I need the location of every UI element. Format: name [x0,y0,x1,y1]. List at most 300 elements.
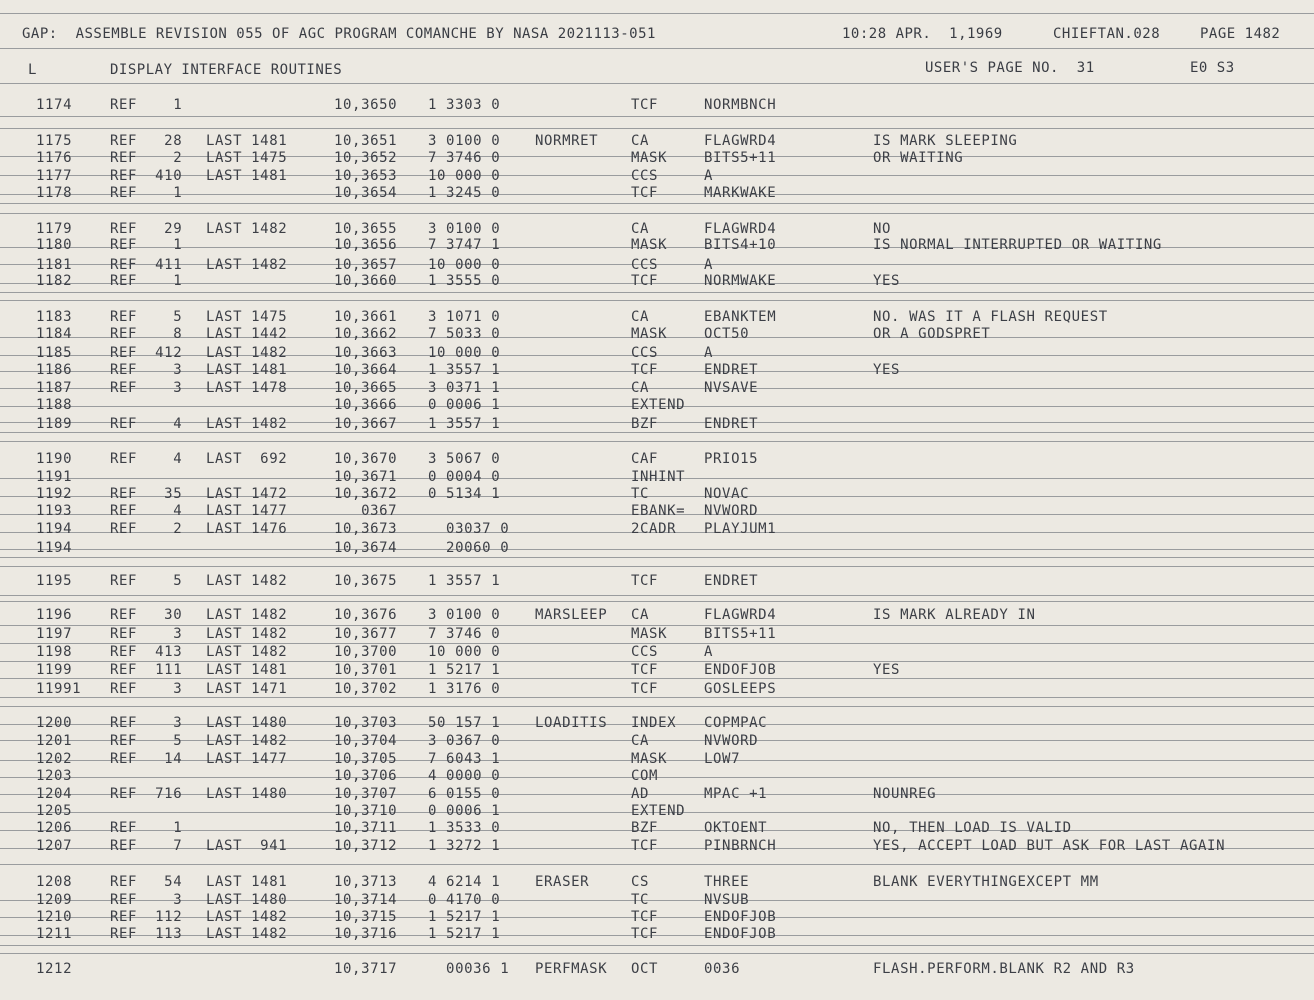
listing-addr: 10,3705 [334,751,398,767]
listing-last: LAST 1481 [206,874,288,890]
listing-last: LAST 1472 [206,486,288,502]
listing-last: LAST 1482 [206,221,288,237]
listing-comment: YES [873,662,901,678]
listing-last: LAST 1482 [206,573,288,589]
form-rule [0,557,1314,558]
listing-op: BZF [631,820,659,836]
form-rule [0,697,1314,698]
listing-addr: 10,3700 [334,644,398,660]
listing-addr: 10,3652 [334,150,398,166]
section-title: DISPLAY INTERFACE ROUTINES [110,62,343,78]
listing-last: LAST 1481 [206,362,288,378]
listing-addr: 10,3707 [334,786,398,802]
listing-addr: 10,3702 [334,681,398,697]
listing-addr: 10,3712 [334,838,398,854]
listing-word: 4 6214 1 [428,874,501,890]
form-rule [0,595,1314,596]
listing-operand: NVWORD [704,733,759,749]
listing-line: 1204 [36,786,73,802]
listing-addr: 10,3651 [334,133,398,149]
listing-last: LAST 1482 [206,345,288,361]
listing-line: 1211 [36,926,73,942]
listing-ref: REF 3 [110,715,183,731]
listing-addr: 10,3673 [334,521,398,537]
listing-addr: 10,3674 [334,540,398,556]
listing-addr: 10,3650 [334,97,398,113]
listing-comment: NOUNREG [873,786,937,802]
listing-line: 1205 [36,803,73,819]
listing-addr: 10,3703 [334,715,398,731]
listing-op: CA [631,733,650,749]
listing-op: 2CADR [631,521,677,537]
listing-word: 10 000 0 [428,644,501,660]
listing-word: 0 0006 1 [428,397,501,413]
listing-addr: 10,3701 [334,662,398,678]
listing-line: 1187 [36,380,73,396]
page-code: E0 S3 [1190,60,1235,76]
form-rule [0,432,1314,433]
listing-line: 1199 [36,662,73,678]
listing-line: 1201 [36,733,73,749]
listing-ref: REF 14 [110,751,183,767]
listing-line: 1196 [36,607,73,623]
listing-addr: 10,3670 [334,451,398,467]
listing-word: 1 3303 0 [428,97,501,113]
listing-ref: REF 412 [110,345,183,361]
form-rule [0,601,1314,602]
listing-op: TCF [631,185,659,201]
listing-op: TCF [631,362,659,378]
listing-operand: GOSLEEPS [704,681,777,697]
listing-comment: NO [873,221,892,237]
listing-last: LAST 1480 [206,892,288,908]
form-rule [0,441,1314,442]
listing-word: 7 3747 1 [428,237,501,253]
listing-line: 1177 [36,168,73,184]
listing-operand: BITS5+11 [704,626,777,642]
listing-operand: MARKWAKE [704,185,777,201]
listing-word: 7 5033 0 [428,326,501,342]
listing-addr: 10,3711 [334,820,398,836]
header-rule [0,83,1314,84]
listing-ref: REF 3 [110,626,183,642]
listing-word: 1 3557 1 [428,362,501,378]
listing-op: TCF [631,273,659,289]
listing-line: 1181 [36,257,73,273]
listing-word: 1 3245 0 [428,185,501,201]
listing-ref: REF 5 [110,733,183,749]
listing-last: LAST 941 [206,838,288,854]
form-rule [0,300,1314,301]
listing-comment: NO. WAS IT A FLASH REQUEST [873,309,1108,325]
listing-last: LAST 1482 [206,733,288,749]
listing-last: LAST 1471 [206,681,288,697]
listing-last: LAST 692 [206,451,288,467]
listing-ref: REF 3 [110,380,183,396]
listing-line: 1202 [36,751,73,767]
form-rule [0,388,1314,389]
listing-comment: NO, THEN LOAD IS VALID [873,820,1072,836]
listing-label: LOADITIS [535,715,608,731]
listing-word: 0 4170 0 [428,892,501,908]
listing-last: LAST 1482 [206,257,288,273]
listing-op: TCF [631,97,659,113]
listing-addr: 10,3667 [334,416,398,432]
listing-comment: YES [873,362,901,378]
listing-line: 1197 [36,626,73,642]
listing-operand: PINBRNCH [704,838,777,854]
listing-comment: IS MARK SLEEPING [873,133,1018,149]
listing-line: 1182 [36,273,73,289]
listing-comment: YES [873,273,901,289]
listing-word: 6 0155 0 [428,786,501,802]
listing-word: 7 3746 0 [428,150,501,166]
form-rule [0,292,1314,293]
listing-op: MASK [631,626,668,642]
listing-last: LAST 1476 [206,521,288,537]
listing-word: 3 5067 0 [428,451,501,467]
listing-op: CS [631,874,650,890]
listing-word: 10 000 0 [428,257,501,273]
listing-op: CA [631,309,650,325]
listing-ref: REF 1 [110,273,183,289]
listing-last: LAST 1480 [206,715,288,731]
form-rule [0,953,1314,954]
listing-addr: 10,3665 [334,380,398,396]
listing-line: 1180 [36,237,73,253]
listing-ref: REF 7 [110,838,183,854]
listing-line: 1183 [36,309,73,325]
listing-addr: 10,3657 [334,257,398,273]
listing-word: 3 1071 0 [428,309,501,325]
listing-addr: 10,3671 [334,469,398,485]
listing-ref: REF 3 [110,362,183,378]
listing-last: LAST 1482 [206,607,288,623]
listing-ref: REF 410 [110,168,183,184]
listing-operand: OCT50 [704,326,750,342]
listing-last: LAST 1481 [206,168,288,184]
listing-word: 10 000 0 [428,168,501,184]
listing-addr: 10,3677 [334,626,398,642]
listing-operand: NVSUB [704,892,750,908]
listing-line: 1179 [36,221,73,237]
form-rule [0,740,1314,741]
listing-comment: OR A GODSPRET [873,326,991,342]
listing-line: 1206 [36,820,73,836]
listing-comment: IS NORMAL INTERRUPTED OR WAITING [873,237,1162,253]
listing-word: 0 0004 0 [428,469,501,485]
listing-line: 1188 [36,397,73,413]
listing-addr: 10,3714 [334,892,398,908]
form-rule [0,566,1314,567]
listing-ref: REF 411 [110,257,183,273]
listing-ref: REF 1 [110,820,183,836]
listing-label: ERASER [535,874,590,890]
listing-word: 50 157 1 [428,715,501,731]
listing-addr: 10,3656 [334,237,398,253]
listing-operand: FLAGWRD4 [704,221,777,237]
listing-line: 1185 [36,345,73,361]
listing-addr: 10,3716 [334,926,398,942]
listing-last: LAST 1475 [206,150,288,166]
listing-last: LAST 1477 [206,751,288,767]
listing-op: MASK [631,150,668,166]
listing-op: CA [631,221,650,237]
listing-last: LAST 1482 [206,926,288,942]
listing-op: CAF [631,451,659,467]
listing-line: 1175 [36,133,73,149]
listing-operand: ENDOFJOB [704,909,777,925]
listing-op: CCS [631,345,659,361]
listing-operand: THREE [704,874,750,890]
listing-op: TCF [631,926,659,942]
listing-addr: 10,3655 [334,221,398,237]
listing-ref: REF 113 [110,926,183,942]
listing-ref: REF 4 [110,503,183,519]
listing-operand: BITS4+10 [704,237,777,253]
listing-op: TCF [631,573,659,589]
form-rule [0,496,1314,497]
form-rule [0,864,1314,865]
listing-ref: REF 1 [110,185,183,201]
form-rule [0,549,1314,550]
listing-word: 03037 0 [428,521,510,537]
listing-op: EXTEND [631,397,686,413]
listing-op: MASK [631,751,668,767]
listing-operand: 0036 [704,961,741,977]
listing-line: 1191 [36,469,73,485]
listing-ref: REF 35 [110,486,183,502]
listing-op: TCF [631,838,659,854]
listing-op: TCF [631,662,659,678]
listing-word: 3 0100 0 [428,221,501,237]
listing-addr: 10,3704 [334,733,398,749]
listing-operand: A [704,644,714,660]
form-rule [0,213,1314,214]
listing-ref: REF 2 [110,521,183,537]
listing-op: TCF [631,909,659,925]
listing-addr: 10,3717 [334,961,398,977]
listing-operand: LOW7 [704,751,741,767]
listing-op: CA [631,607,650,623]
listing-op: BZF [631,416,659,432]
listing-word: 0 5134 1 [428,486,501,502]
listing-ref: REF 111 [110,662,183,678]
listing-last: LAST 1442 [206,326,288,342]
listing-op: INHINT [631,469,686,485]
listing-addr: 10,3715 [334,909,398,925]
form-rule [0,678,1314,679]
listing-last: LAST 1475 [206,309,288,325]
listing-operand: NORMBNCH [704,97,777,113]
listing-operand: PLAYJUM1 [704,521,777,537]
listing-operand: NOVAC [704,486,750,502]
listing-addr: 10,3710 [334,803,398,819]
header-title: GAP: ASSEMBLE REVISION 055 OF AGC PROGRAM COMANCHE BY NASA 2021113-051 [22,26,656,42]
listing-op: INDEX [631,715,677,731]
listing-op: TCF [631,681,659,697]
listing-line: 1208 [36,874,73,890]
listing-ref: REF 716 [110,786,183,802]
form-rule [0,900,1314,901]
listing-operand: BITS5+11 [704,150,777,166]
listing-line: 1209 [36,892,73,908]
listing-ref: REF 5 [110,309,183,325]
listing-addr: 10,3654 [334,185,398,201]
listing-word: 3 0367 0 [428,733,501,749]
listing-line: 1178 [36,185,73,201]
listing-line: 1207 [36,838,73,854]
listing-last: LAST 1482 [206,909,288,925]
listing-label: MARSLEEP [535,607,608,623]
listing-word: 4 0000 0 [428,768,501,784]
listing-operand: A [704,257,714,273]
listing-addr: 10,3676 [334,607,398,623]
listing-line: 1198 [36,644,73,660]
listing-operand: OKTOENT [704,820,768,836]
listing-last: LAST 1477 [206,503,288,519]
listing-ref: REF 2 [110,150,183,166]
header-file: CHIEFTAN.028 [1053,26,1161,42]
listing-line: 1186 [36,362,73,378]
listing-ref: REF 30 [110,607,183,623]
listing-operand: ENDOFJOB [704,926,777,942]
listing-ref: REF 3 [110,681,183,697]
listing-addr: 10,3672 [334,486,398,502]
listing-operand: EBANKTEM [704,309,777,325]
listing-operand: PRIO15 [704,451,759,467]
listing-op: OCT [631,961,659,977]
listing-line: 1189 [36,416,73,432]
listing-word: 7 3746 0 [428,626,501,642]
listing-line: 1176 [36,150,73,166]
listing-line: 1195 [36,573,73,589]
listing-ref: REF 4 [110,416,183,432]
listing-last: LAST 1482 [206,626,288,642]
form-rule [0,116,1314,117]
listing-last: LAST 1482 [206,644,288,660]
form-rule [0,794,1314,795]
listing-op: CA [631,133,650,149]
users-page-number: USER'S PAGE NO. 31 [925,60,1095,76]
listing-word: 20060 0 [428,540,510,556]
listing-op: CCS [631,168,659,184]
listing-addr: 10,3666 [334,397,398,413]
listing-comment: YES, ACCEPT LOAD BUT ASK FOR LAST AGAIN [873,838,1226,854]
listing-operand: ENDRET [704,362,759,378]
listing-op: TC [631,486,650,502]
listing-operand: MPAC +1 [704,786,768,802]
listing-word: 1 5217 1 [428,909,501,925]
listing-comment: OR WAITING [873,150,964,166]
listing-addr: 10,3663 [334,345,398,361]
listing-line: 1190 [36,451,73,467]
listing-line: 1212 [36,961,73,977]
listing-addr: 10,3713 [334,874,398,890]
listing-word: 1 3557 1 [428,573,501,589]
listing-op: CCS [631,644,659,660]
header-page: PAGE 1482 [1200,26,1281,42]
listing-operand: NVSAVE [704,380,759,396]
listing-addr: 0367 [334,503,398,519]
listing-word: 1 3557 1 [428,416,501,432]
section-letter: L [28,62,37,78]
listing-line: 1192 [36,486,73,502]
listing-ref: REF 112 [110,909,183,925]
listing-word: 1 3555 0 [428,273,501,289]
listing-addr: 10,3706 [334,768,398,784]
header-timestamp: 10:28 APR. 1,1969 [842,26,1003,42]
listing-operand: ENDOFJOB [704,662,777,678]
listing-addr: 10,3653 [334,168,398,184]
listing-line: 1200 [36,715,73,731]
listing-op: EBANK= [631,503,686,519]
listing-word: 1 5217 1 [428,926,501,942]
listing-ref: REF 28 [110,133,183,149]
listing-word: 7 6043 1 [428,751,501,767]
listing-op: COM [631,768,659,784]
listing-operand: A [704,345,714,361]
listing-word: 1 3533 0 [428,820,501,836]
listing-op: MASK [631,237,668,253]
listing-ref: REF 54 [110,874,183,890]
listing-ref: REF 29 [110,221,183,237]
listing-last: LAST 1478 [206,380,288,396]
listing-ref: REF 5 [110,573,183,589]
listing-word: 3 0100 0 [428,133,501,149]
listing-comment: IS MARK ALREADY IN [873,607,1036,623]
listing-label: PERFMASK [535,961,608,977]
listing-word: 0 0006 1 [428,803,501,819]
listing-comment: BLANK EVERYTHINGEXCEPT MM [873,874,1099,890]
listing-operand: NVWORD [704,503,759,519]
listing-op: EXTEND [631,803,686,819]
header-rule [0,48,1314,49]
listing-word: 1 3176 0 [428,681,501,697]
listing-addr: 10,3664 [334,362,398,378]
listing-word: 00036 1 [428,961,510,977]
listing-addr: 10,3662 [334,326,398,342]
header-rule [0,13,1314,14]
listing-op: AD [631,786,650,802]
listing-operand: NORMWAKE [704,273,777,289]
listing-addr: 10,3660 [334,273,398,289]
listing-word: 1 3272 1 [428,838,501,854]
listing-label: NORMRET [535,133,599,149]
listing-ref: REF 1 [110,97,183,113]
listing-ref: REF 4 [110,451,183,467]
listing-operand: COPMPAC [704,715,768,731]
listing-last: LAST 1480 [206,786,288,802]
listing-word: 3 0371 1 [428,380,501,396]
form-rule [0,706,1314,707]
listing-ref: REF 413 [110,644,183,660]
listing-line: 1194 [36,540,73,556]
listing-comment: FLASH.PERFORM.BLANK R2 AND R3 [873,961,1135,977]
listing-last: LAST 1482 [206,416,288,432]
listing-last: LAST 1481 [206,662,288,678]
listing-line: 1203 [36,768,73,784]
listing-ref: REF 8 [110,326,183,342]
listing-op: CCS [631,257,659,273]
listing-word: 10 000 0 [428,345,501,361]
form-rule [0,945,1314,946]
listing-operand: FLAGWRD4 [704,607,777,623]
listing-line: 11991 [36,681,82,697]
listing-op: TC [631,892,650,908]
listing-word: 3 0100 0 [428,607,501,623]
listing-line: 1210 [36,909,73,925]
